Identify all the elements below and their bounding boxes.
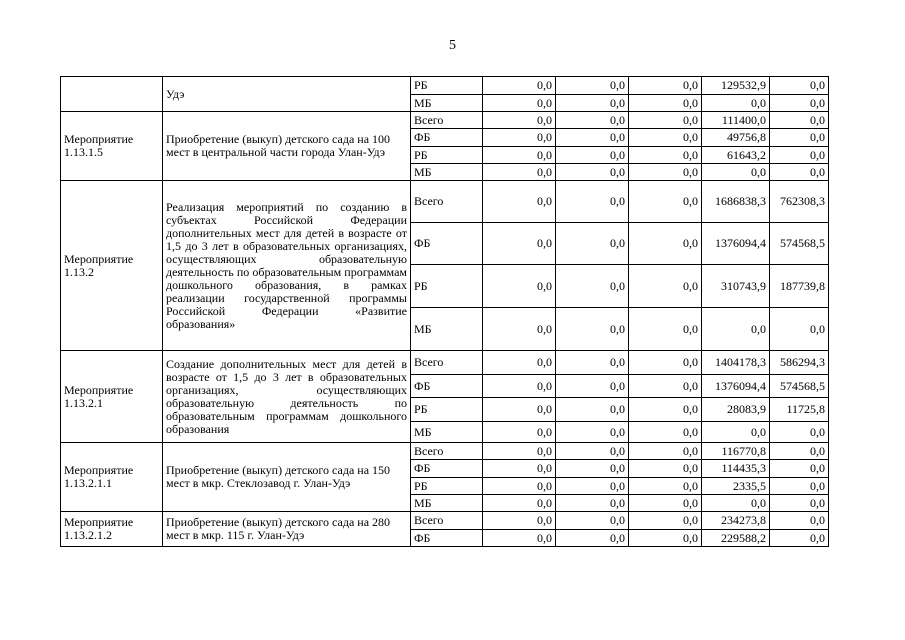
amount-cell: 187739,8 xyxy=(770,265,829,308)
amount-cell: 0,0 xyxy=(556,460,629,478)
funding-source: Всего xyxy=(411,181,483,223)
amount-cell: 0,0 xyxy=(556,112,629,129)
amount-cell: 0,0 xyxy=(483,422,556,443)
funding-source: РБ xyxy=(411,265,483,308)
amount-cell: 0,0 xyxy=(483,95,556,112)
measure-description: Создание дополнительных мест для детей в возрасте от 1,5 до 3 лет в образовательных организациях, осуществляющих образовательную деятельность по образовательным программам дошкольного образования xyxy=(163,351,411,443)
amount-cell: 0,0 xyxy=(629,147,702,164)
measure-description: Приобретение (выкуп) детского сада на 150 мест в мкр. Стеклозавод г. Улан-Удэ xyxy=(163,443,411,512)
table-row xyxy=(61,77,829,95)
measure-description: Удэ xyxy=(163,77,411,112)
funding-source: МБ xyxy=(411,95,483,112)
amount-cell: 0,0 xyxy=(629,512,702,530)
amount-cell: 0,0 xyxy=(770,422,829,443)
amount-cell: 0,0 xyxy=(770,112,829,129)
amount-cell: 0,0 xyxy=(770,77,829,95)
amount-cell: 0,0 xyxy=(483,512,556,530)
page-number: 5 xyxy=(449,38,456,53)
amount-cell: 0,0 xyxy=(483,460,556,478)
amount-cell: 0,0 xyxy=(483,112,556,129)
amount-cell: 0,0 xyxy=(629,422,702,443)
funding-source: МБ xyxy=(411,422,483,443)
amount-cell: 49756,8 xyxy=(702,129,770,147)
amount-cell: 1376094,4 xyxy=(702,223,770,265)
amount-cell: 0,0 xyxy=(556,375,629,398)
amount-cell: 762308,3 xyxy=(770,181,829,223)
amount-cell: 116770,8 xyxy=(702,443,770,460)
amount-cell: 0,0 xyxy=(556,129,629,147)
funding-source: РБ xyxy=(411,478,483,495)
amount-cell: 0,0 xyxy=(556,308,629,351)
amount-cell: 0,0 xyxy=(770,164,829,181)
table-body xyxy=(61,77,829,547)
amount-cell: 0,0 xyxy=(629,308,702,351)
amount-cell: 0,0 xyxy=(483,181,556,223)
amount-cell: 229588,2 xyxy=(702,530,770,547)
table-row xyxy=(61,512,829,530)
amount-cell: 28083,9 xyxy=(702,398,770,422)
amount-cell: 1376094,4 xyxy=(702,375,770,398)
amount-cell: 0,0 xyxy=(770,129,829,147)
amount-cell: 0,0 xyxy=(770,460,829,478)
measure-code xyxy=(61,77,163,112)
funding-source: Всего xyxy=(411,112,483,129)
amount-cell: 0,0 xyxy=(483,223,556,265)
amount-cell: 0,0 xyxy=(483,495,556,512)
amount-cell: 0,0 xyxy=(556,164,629,181)
amount-cell: 0,0 xyxy=(770,495,829,512)
measure-code: Мероприятие 1.13.2.1 xyxy=(61,351,163,443)
amount-cell: 0,0 xyxy=(770,512,829,530)
funding-source: МБ xyxy=(411,308,483,351)
measure-description: Реализация мероприятий по созданию в субъектах Российской Федерации дополнительных мест для детей в возрасте от 1,5 до 3 лет в образовательных организациях, осуществляющих образовательную деятельность по образовательным программам дошкольного образования, в рамках реализации государственной программы Российской Федерации «Развитие образования» xyxy=(163,181,411,351)
amount-cell: 0,0 xyxy=(629,443,702,460)
table-row xyxy=(61,351,829,375)
amount-cell: 0,0 xyxy=(629,460,702,478)
measure-code: Мероприятие 1.13.2.1.2 xyxy=(61,512,163,547)
amount-cell: 0,0 xyxy=(483,478,556,495)
funding-source: Всего xyxy=(411,443,483,460)
funding-source: ФБ xyxy=(411,223,483,265)
amount-cell: 0,0 xyxy=(629,164,702,181)
measure-code: Мероприятие 1.13.2 xyxy=(61,181,163,351)
amount-cell: 0,0 xyxy=(556,147,629,164)
amount-cell: 0,0 xyxy=(629,478,702,495)
amount-cell: 0,0 xyxy=(629,77,702,95)
funding-source: ФБ xyxy=(411,460,483,478)
amount-cell: 0,0 xyxy=(483,265,556,308)
amount-cell: 0,0 xyxy=(556,443,629,460)
amount-cell: 0,0 xyxy=(629,223,702,265)
funding-source: Всего xyxy=(411,512,483,530)
amount-cell: 574568,5 xyxy=(770,223,829,265)
amount-cell: 0,0 xyxy=(629,129,702,147)
amount-cell: 0,0 xyxy=(483,129,556,147)
amount-cell: 0,0 xyxy=(556,398,629,422)
funding-source: МБ xyxy=(411,164,483,181)
amount-cell: 0,0 xyxy=(483,308,556,351)
amount-cell: 0,0 xyxy=(702,422,770,443)
amount-cell: 0,0 xyxy=(770,443,829,460)
amount-cell: 234273,8 xyxy=(702,512,770,530)
measure-description: Приобретение (выкуп) детского сада на 280 мест в мкр. 115 г. Улан-Удэ xyxy=(163,512,411,547)
amount-cell: 0,0 xyxy=(629,95,702,112)
amount-cell: 586294,3 xyxy=(770,351,829,375)
amount-cell: 0,0 xyxy=(629,375,702,398)
amount-cell: 111400,0 xyxy=(702,112,770,129)
amount-cell: 0,0 xyxy=(483,530,556,547)
amount-cell: 0,0 xyxy=(556,495,629,512)
amount-cell: 0,0 xyxy=(556,77,629,95)
amount-cell: 0,0 xyxy=(629,495,702,512)
amount-cell: 0,0 xyxy=(483,351,556,375)
measure-description: Приобретение (выкуп) детского сада на 100 мест в центральной части города Улан-Удэ xyxy=(163,112,411,181)
amount-cell: 2335,5 xyxy=(702,478,770,495)
amount-cell: 0,0 xyxy=(629,530,702,547)
amount-cell: 0,0 xyxy=(556,351,629,375)
amount-cell: 0,0 xyxy=(483,164,556,181)
funding-source: Всего xyxy=(411,351,483,375)
amount-cell: 0,0 xyxy=(770,147,829,164)
amount-cell: 1404178,3 xyxy=(702,351,770,375)
amount-cell: 0,0 xyxy=(770,530,829,547)
amount-cell: 0,0 xyxy=(770,308,829,351)
amount-cell: 0,0 xyxy=(483,398,556,422)
funding-source: ФБ xyxy=(411,375,483,398)
funding-source: РБ xyxy=(411,77,483,95)
amount-cell: 0,0 xyxy=(770,95,829,112)
funding-source: ФБ xyxy=(411,530,483,547)
funding-source: РБ xyxy=(411,398,483,422)
table-row xyxy=(61,112,829,129)
amount-cell: 0,0 xyxy=(556,181,629,223)
amount-cell: 0,0 xyxy=(629,112,702,129)
amount-cell: 114435,3 xyxy=(702,460,770,478)
amount-cell: 0,0 xyxy=(556,95,629,112)
measure-code: Мероприятие 1.13.1.5 xyxy=(61,112,163,181)
table-row xyxy=(61,181,829,223)
funding-source: ФБ xyxy=(411,129,483,147)
amount-cell: 0,0 xyxy=(483,77,556,95)
amount-cell: 0,0 xyxy=(629,265,702,308)
amount-cell: 0,0 xyxy=(556,478,629,495)
amount-cell: 0,0 xyxy=(702,495,770,512)
amount-cell: 0,0 xyxy=(770,478,829,495)
amount-cell: 0,0 xyxy=(629,398,702,422)
funding-source: РБ xyxy=(411,147,483,164)
amount-cell: 0,0 xyxy=(702,308,770,351)
funding-source: МБ xyxy=(411,495,483,512)
amount-cell: 0,0 xyxy=(483,443,556,460)
amount-cell: 129532,9 xyxy=(702,77,770,95)
amount-cell: 310743,9 xyxy=(702,265,770,308)
budget-table xyxy=(60,76,829,547)
amount-cell: 0,0 xyxy=(702,164,770,181)
amount-cell: 0,0 xyxy=(483,147,556,164)
amount-cell: 1686838,3 xyxy=(702,181,770,223)
amount-cell: 0,0 xyxy=(556,530,629,547)
amount-cell: 61643,2 xyxy=(702,147,770,164)
amount-cell: 0,0 xyxy=(556,422,629,443)
amount-cell: 0,0 xyxy=(629,181,702,223)
amount-cell: 0,0 xyxy=(702,95,770,112)
amount-cell: 0,0 xyxy=(629,351,702,375)
amount-cell: 0,0 xyxy=(556,512,629,530)
amount-cell: 0,0 xyxy=(556,265,629,308)
measure-code: Мероприятие 1.13.2.1.1 xyxy=(61,443,163,512)
amount-cell: 574568,5 xyxy=(770,375,829,398)
table-row xyxy=(61,443,829,460)
amount-cell: 0,0 xyxy=(556,223,629,265)
amount-cell: 11725,8 xyxy=(770,398,829,422)
amount-cell: 0,0 xyxy=(483,375,556,398)
